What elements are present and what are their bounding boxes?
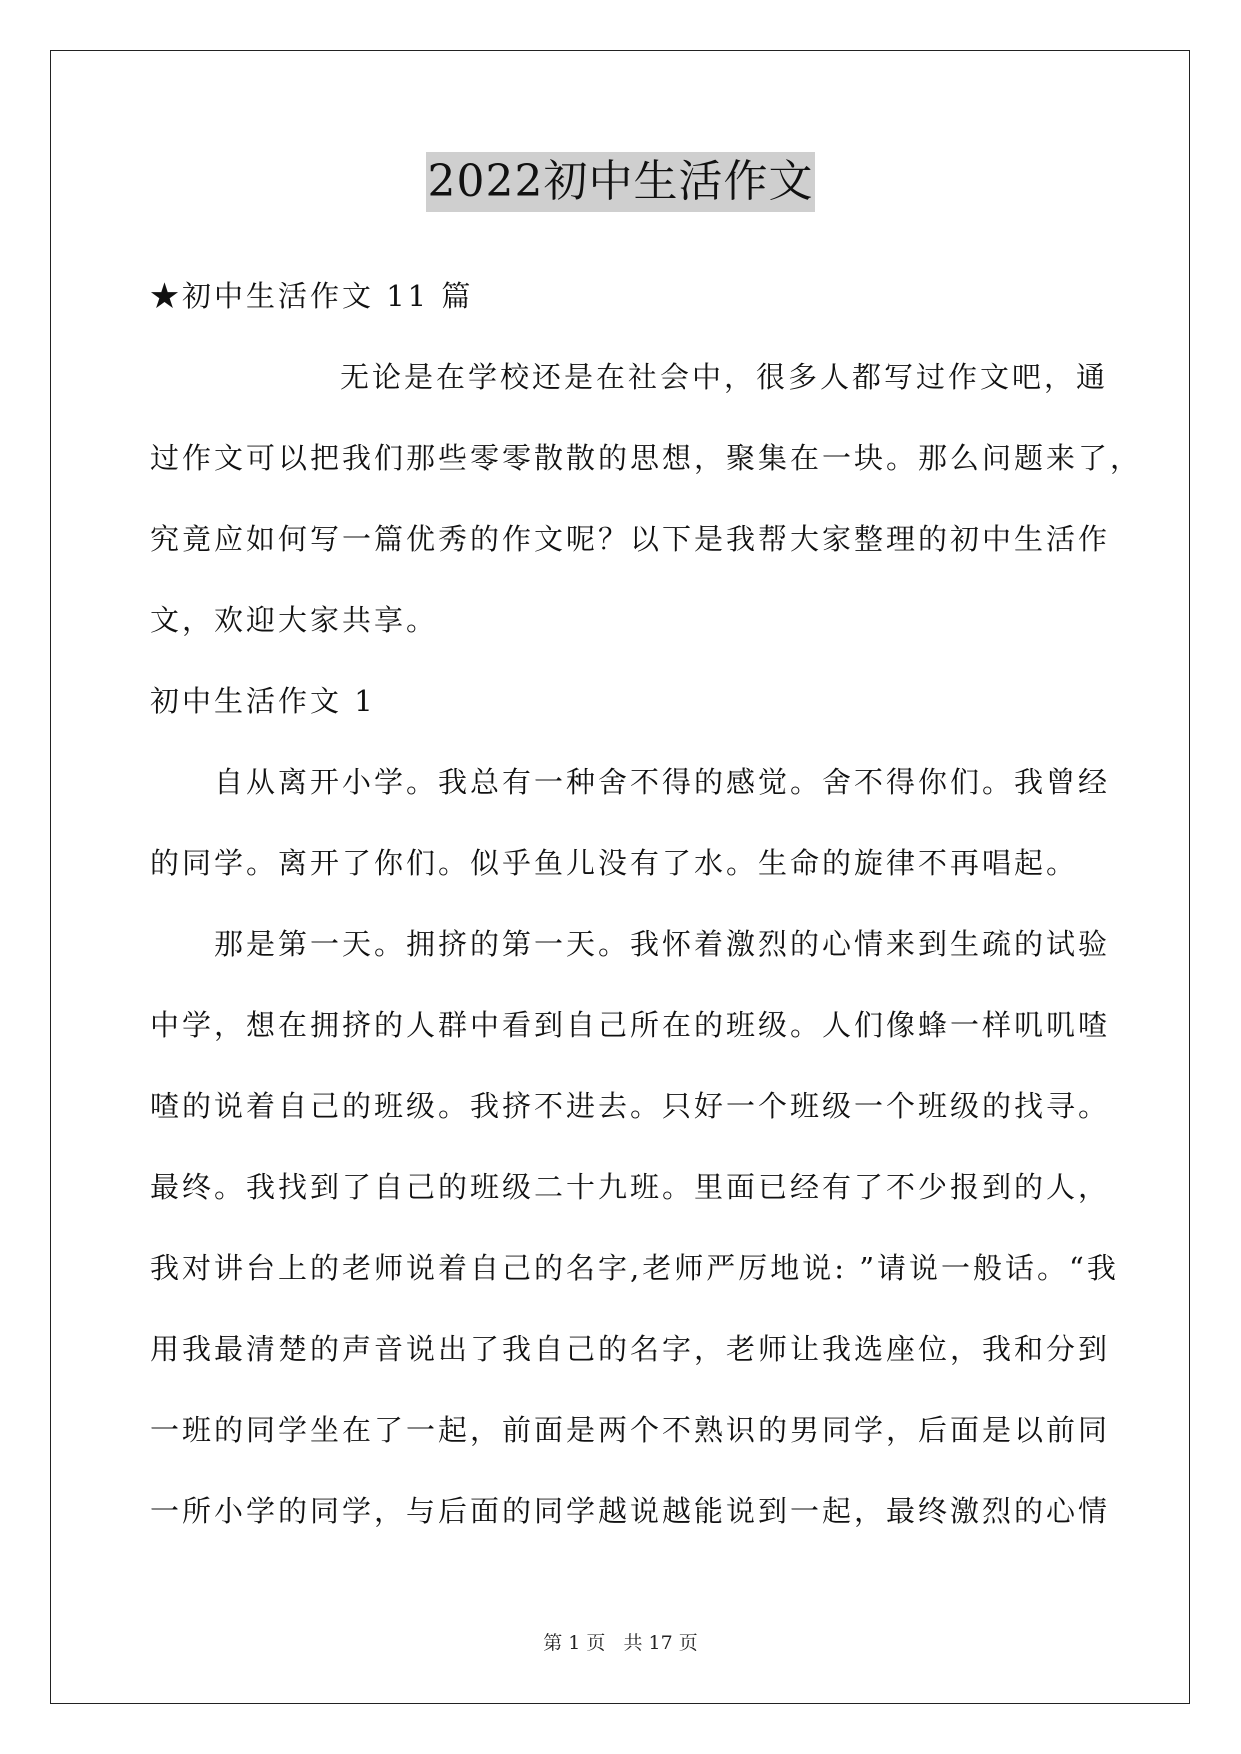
paragraph-line: 中学，想在拥挤的人群中看到自己所在的班级。人们像蜂一样叽叽喳 <box>150 1008 1111 1042</box>
paragraph-line: 一所小学的同学，与后面的同学越说越能说到一起，最终激烈的心情 <box>150 1494 1111 1528</box>
document-body <box>150 256 1143 1552</box>
paragraph-line: 一班的同学坐在了一起，前面是两个不熟识的男同学，后面是以前同 <box>150 1413 1111 1447</box>
paragraph-line: 喳的说着自己的班级。我挤不进去。只好一个班级一个班级的找寻。 <box>150 1089 1111 1123</box>
page-number: 第 1 页 <box>543 1632 606 1654</box>
page-footer <box>0 1628 1241 1655</box>
paragraph-line: 我对讲台上的老师说着自己的名字,老师严厉地说: ”请说一般话。“我 <box>150 1251 1119 1285</box>
paragraph-line: 过作文可以把我们那些零零散散的思想，聚集在一块。那么问题来了， <box>150 441 1143 475</box>
paragraph-line: 最终。我找到了自己的班级二十九班。里面已经有了不少报到的人， <box>150 1170 1111 1204</box>
subtitle-line: ★初中生活作文 11 篇 <box>150 279 474 313</box>
paragraph-line: 文，欢迎大家共享。 <box>150 603 439 637</box>
document-title: 2022初中生活作文 <box>426 152 816 212</box>
page-total: 共 17 页 <box>623 1632 698 1654</box>
paragraph-line: 无论是在学校还是在社会中，很多人都写过作文吧，通 <box>340 360 1109 394</box>
paragraph-line: 那是第一天。拥挤的第一天。我怀着激烈的心情来到生疏的试验 <box>214 927 1111 961</box>
paragraph-line: 用我最清楚的声音说出了我自己的名字，老师让我选座位，我和分到 <box>150 1332 1111 1366</box>
section-heading: 初中生活作文 1 <box>150 684 376 718</box>
paragraph-line: 自从离开小学。我总有一种舍不得的感觉。舍不得你们。我曾经 <box>214 765 1111 799</box>
paragraph-line: 的同学。离开了你们。似乎鱼儿没有了水。生命的旋律不再唱起。 <box>150 846 1079 880</box>
title-container <box>0 152 1241 212</box>
paragraph-line: 究竟应如何写一篇优秀的作文呢？以下是我帮大家整理的初中生活作 <box>150 522 1111 556</box>
